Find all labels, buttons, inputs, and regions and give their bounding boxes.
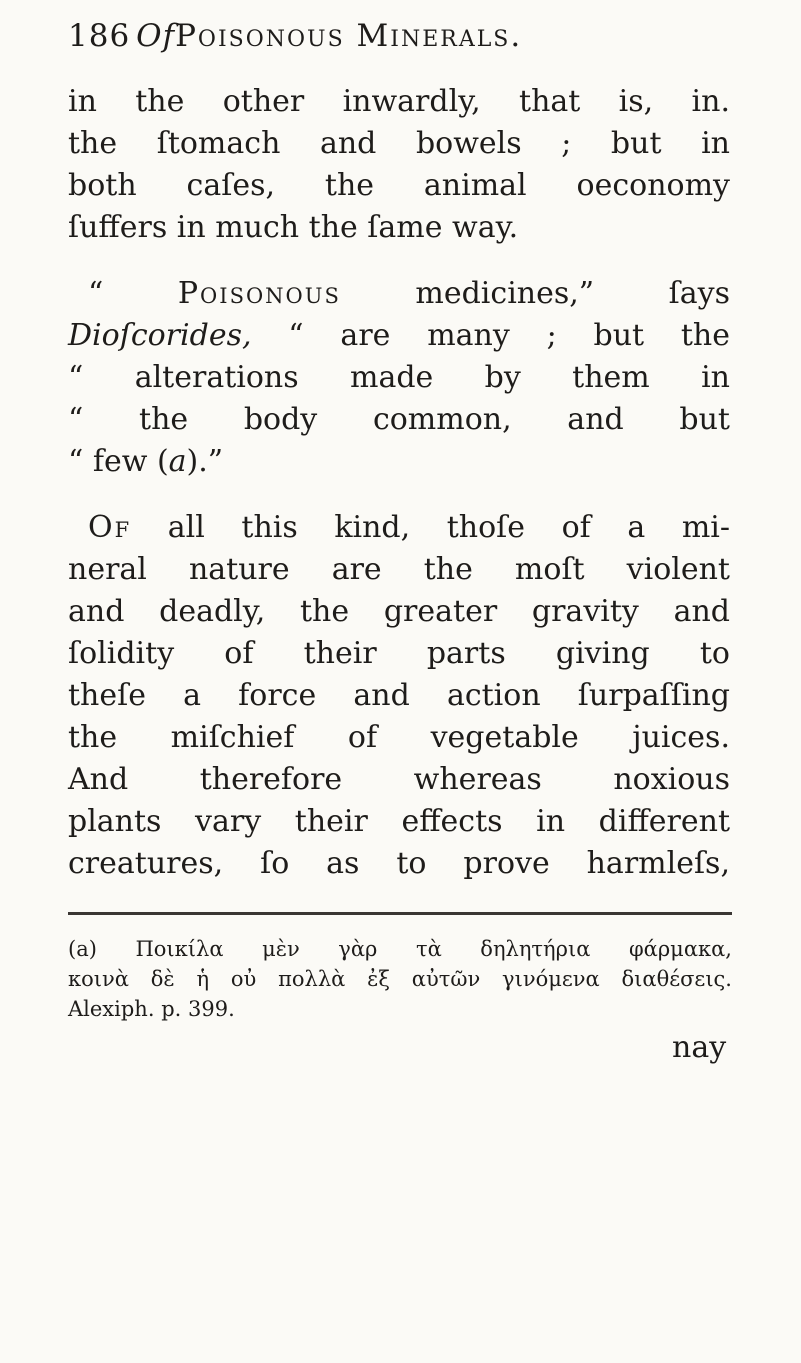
catchword: nay [672, 1030, 727, 1065]
footnote-divider [68, 912, 732, 915]
text-line: the ſtomach and bowels ; but in [68, 126, 730, 161]
text-line: in the other inwardly, that is, in. [68, 84, 730, 119]
footnote-line: κοινὰ δὲ ἡ οὐ πολλὰ ἐξ αὐτῶν γινόμενα διαθέσεις. [68, 967, 732, 991]
text-line: ſolidity of their parts giving to [68, 636, 730, 671]
text-line: Of all this kind, thoſe of a mi- [88, 510, 730, 545]
text-line: creatures, ſo as to prove harmleſs, [68, 846, 730, 881]
author-name: Dioſcorides, [68, 318, 252, 353]
header-title-italic: Of [136, 18, 176, 54]
quote-line: “ Poisonous medicines,” ſays [88, 276, 730, 311]
footnote-ref: a [168, 444, 187, 479]
text-line: theſe a force and action ſurpaſſing [68, 678, 730, 713]
quote-line: “ few (a).” [68, 444, 224, 479]
page-number: 186 [68, 18, 131, 54]
text-line: neral nature are the moſt violent [68, 552, 730, 587]
text-line: the miſchief of vegetable juices. [68, 720, 730, 755]
text-line: plants vary their effects in different [68, 804, 730, 839]
quote-line: “ alterations made by them in [68, 360, 730, 395]
text-line: ſuffers in much the ſame way. [68, 210, 519, 245]
running-header [68, 18, 522, 54]
quote-line: Dioſcorides, “ are many ; but the [68, 318, 730, 353]
quote-line: “ the body common, and but [68, 402, 730, 437]
text-line: both caſes, the animal oeconomy [68, 168, 730, 203]
footnote-line: Alexiph. p. 399. [68, 997, 235, 1021]
text-line: And therefore whereas noxious [68, 762, 730, 797]
footnote-line: (a) Ποικίλα μὲν γὰρ τὰ δηλητήρια φάρμακα, [68, 937, 732, 961]
text-line: and deadly, the greater gravity and [68, 594, 730, 629]
header-title: Poisonous Minerals. [175, 18, 523, 54]
